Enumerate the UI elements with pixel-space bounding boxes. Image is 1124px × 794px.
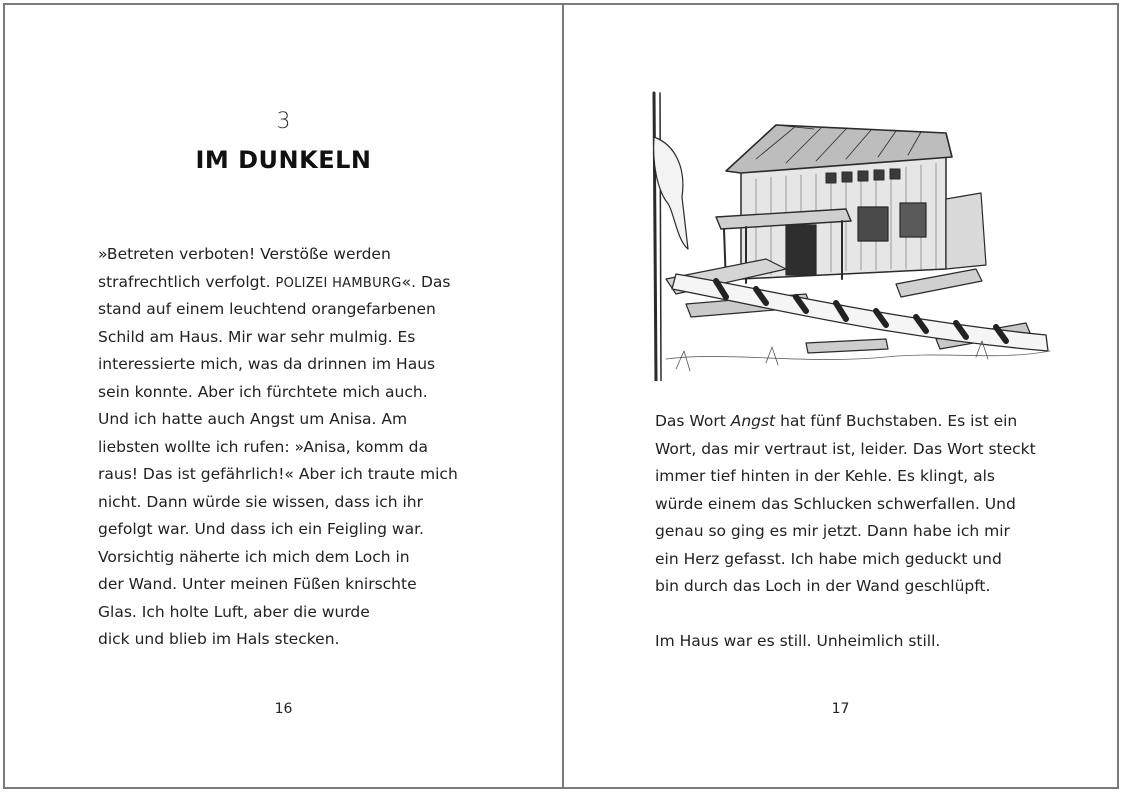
text-line: der Wand. Unter meinen Füßen knirschte xyxy=(98,575,417,593)
paragraph-break xyxy=(655,601,1036,629)
text-line: interessierte mich, was da drinnen im Haus xyxy=(98,355,436,373)
text-line: Das Wort Angst hat fünf Buchstaben. Es ist ein xyxy=(655,412,1018,430)
police-hamburg-smallcaps: POLIZEI HAMBURG xyxy=(275,275,402,291)
right-page xyxy=(564,5,1117,787)
page-number-left: 16 xyxy=(274,701,293,717)
text-line: nicht. Dann würde sie wissen, dass ich ihr xyxy=(98,492,424,511)
text-line: Wort, das mir vertraut ist, leider. Das Wort steckt xyxy=(655,439,1036,458)
chapter-number: 3 xyxy=(276,109,291,134)
text-line: Schild am Haus. Mir war sehr mulmig. Es xyxy=(98,327,416,346)
text-line: Im Haus war es still. Unheimlich still. xyxy=(655,632,941,650)
text-line: strafrechtlich verfolgt. POLIZEI HAMBURG«. Das xyxy=(98,272,451,291)
text-line: immer tief hinten in der Kehle. Es klingt, als xyxy=(655,467,996,485)
right-body-text xyxy=(655,408,1036,656)
text-line: Vorsichtig näherte ich mich dem Loch in xyxy=(98,547,410,566)
text-line: stand auf einem leuchtend orangefarbenen xyxy=(98,300,436,318)
text-line: gefolgt war. Und dass ich ein Feigling war. xyxy=(98,520,424,538)
text-line: »Betreten verboten! Verstöße werden xyxy=(98,245,391,263)
text-line: liebsten wollte ich rufen: »Anisa, komm da xyxy=(98,437,428,456)
book-spread xyxy=(3,3,1119,789)
house-illustration xyxy=(646,89,1056,381)
page-number-right: 17 xyxy=(831,701,850,717)
text-line: dick und blieb im Hals stecken. xyxy=(98,630,340,648)
text-line: ein Herz gefasst. Ich habe mich geduckt und xyxy=(655,549,1002,568)
text-line: sein konnte. Aber ich fürchtete mich auch. xyxy=(98,382,428,401)
text-line: würde einem das Schlucken schwerfallen. Und xyxy=(655,494,1016,513)
text-line: genau so ging es mir jetzt. Dann habe ich mir xyxy=(655,522,1010,540)
text-line: Und ich hatte auch Angst um Anisa. Am xyxy=(98,410,408,428)
text-line: raus! Das ist gefährlich!« Aber ich traute mich xyxy=(98,465,458,483)
chapter-title: IM DUNKELN xyxy=(195,146,372,174)
text-line: bin durch das Loch in der Wand geschlüpft. xyxy=(655,577,991,595)
left-page xyxy=(5,5,562,787)
text-line: Glas. Ich holte Luft, aber die wurde xyxy=(98,602,370,621)
left-body-text xyxy=(98,241,458,654)
emphasis-angst: Angst xyxy=(730,412,776,430)
